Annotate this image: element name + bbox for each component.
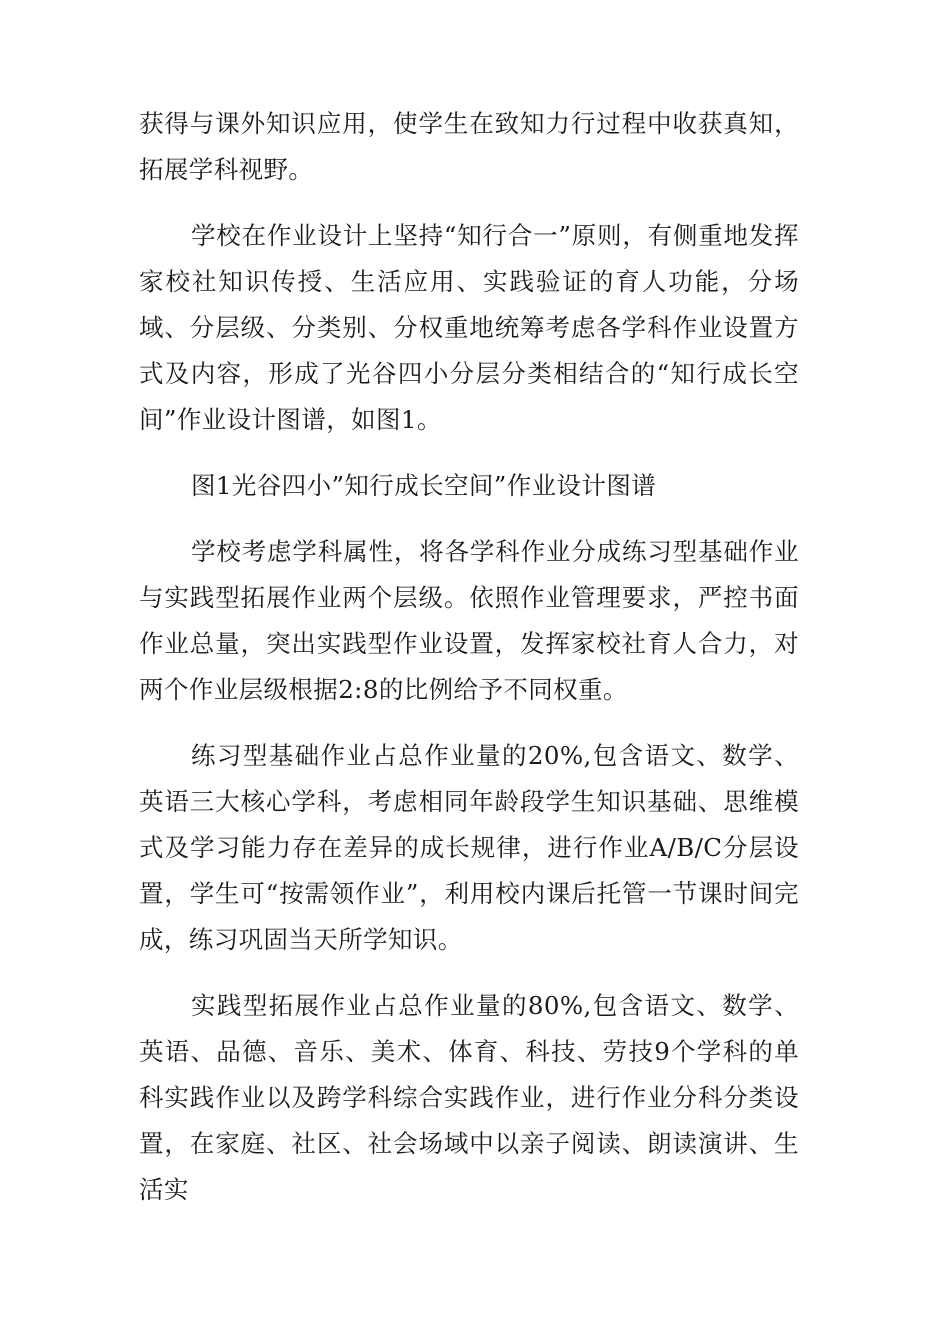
paragraph-practice-homework: 练习型基础作业占总作业量的20%,包含语文、数学、英语三大核心学科，考虑相同年龄段学生知识基础、思维模式及学习能力存在差异的成长规律，进行作业A/B/C分层设置，学生可“按需领作业”，利用校内课后托管一节课时间完成，练习巩固当天所学知识。 [139,741,799,954]
figure-caption: 图1光谷四小”知行成长空间”作业设计图谱 [191,471,657,500]
paragraph-homework-levels: 学校考虑学科属性，将各学科作业分成练习型基础作业与实践型拓展作业两个层级。依照作业管理要求，严控书面作业总量，突出实践型作业设置，发挥家校社育人合力，对两个作业层级根据2:8的比例给予不同权重。 [139,537,799,704]
paragraph-extended-homework: 实践型拓展作业占总作业量的80%,包含语文、数学、英语、品德、音乐、美术、体育、科技、劳技9个学科的单科实践作业以及跨学科综合实践作业，进行作业分科分类设置，在家庭、社区、社会场域中以亲子阅读、朗读演讲、生活实 [139,991,799,1204]
paragraph-continuation: 获得与课外知识应用，使学生在致知力行过程中收获真知，拓展学科视野。 [139,109,799,184]
document-page [139,101,799,1233]
paragraph-homework-design-principle: 学校在作业设计上坚持“知行合一”原则，有侧重地发挥家校社知识传授、生活应用、实践验证的育人功能，分场域、分层级、分类别、分权重地统筹考虑各学科作业设置方式及内容，形成了光谷四小分层分类相结合的“知行成长空间”作业设计图谱，如图1。 [139,221,799,434]
